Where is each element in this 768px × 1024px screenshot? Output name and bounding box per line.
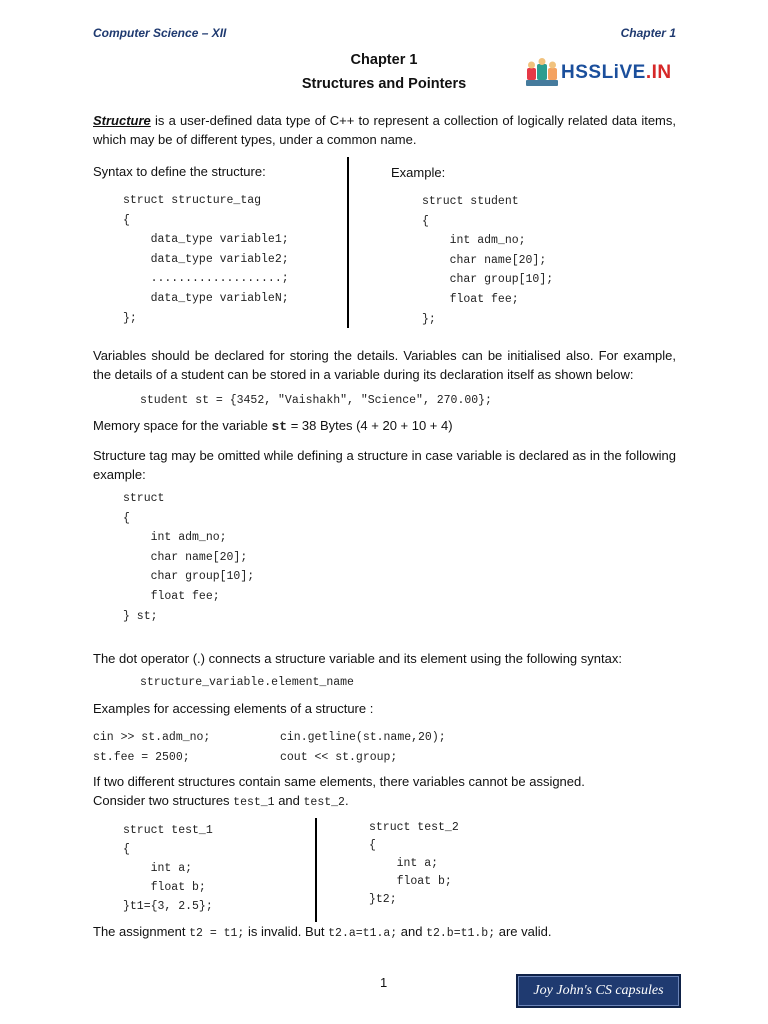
assign-paragraph-2: Consider two structures test_1 and test_2. <box>93 793 349 809</box>
test2-code: struct test_2 { int a; float b; }t2; <box>369 821 459 906</box>
variables-paragraph: Variables should be declared for storing the details. Variables can be initialised also. For example, the details of a student can be stored in a variable during its declaration itself as shown below: <box>93 348 676 382</box>
test-divider <box>315 818 317 922</box>
page-number: 1 <box>380 975 388 990</box>
dot-syntax: structure_variable.element_name <box>140 676 354 689</box>
kids-icon <box>526 58 558 88</box>
final-paragraph: The assignment t2 = t1; is invalid. But t2.a=t1.a; and t2.b=t1.b; are valid. <box>93 924 552 940</box>
hsslive-logo <box>526 58 672 88</box>
tag-paragraph: Structure tag may be omitted while defining a structure in case variable is declared as in the following example: <box>93 448 676 482</box>
example-label: Example: <box>391 165 446 180</box>
column-divider <box>347 157 349 328</box>
test1-code: struct test_1 { int a; float b; }t1={3, 2.5}; <box>123 824 213 913</box>
chapter-number: Chapter 1 <box>350 52 418 68</box>
logo-text: HSSLiVE.IN <box>561 62 672 83</box>
cs-capsules-badge: Joy John's CS capsules <box>516 974 681 1008</box>
header-left: Computer Science – XII <box>93 26 227 40</box>
access-code-right: cin.getline(st.name,20); cout << st.group; <box>280 731 446 764</box>
syntax-label: Syntax to define the structure: <box>93 164 266 179</box>
structure-term: Structure <box>93 113 151 128</box>
access-code-left: cin >> st.adm_no; st.fee = 2500; <box>93 731 211 764</box>
example-code: struct student { int adm_no; char name[20]; char group[10]; float fee; }; <box>422 195 554 326</box>
syntax-code: struct structure_tag { data_type variable1; data_type variable2; ...................; data_type variableN; }; <box>123 194 289 325</box>
intro-paragraph: Structure is a user-defined data type of C++ to represent a collection of logically related data items, which may be of different types, under a common name. <box>93 113 676 147</box>
dot-paragraph: The dot operator (.) connects a structure variable and its element using the following syntax: <box>93 651 622 666</box>
assign-paragraph-1: If two different structures contain same elements, there variables cannot be assigned. <box>93 774 585 789</box>
access-label: Examples for accessing elements of a structure : <box>93 701 374 716</box>
anonymous-struct-code: struct { int adm_no; char name[20]; char group[10]; float fee; } st; <box>123 492 255 623</box>
chapter-title: Structures and Pointers <box>301 76 467 92</box>
memory-line: Memory space for the variable st = 38 Bytes (4 + 20 + 10 + 4) <box>93 418 453 434</box>
header-right: Chapter 1 <box>620 26 676 40</box>
init-code: student st = {3452, "Vaishakh", "Science", 270.00}; <box>140 394 492 407</box>
